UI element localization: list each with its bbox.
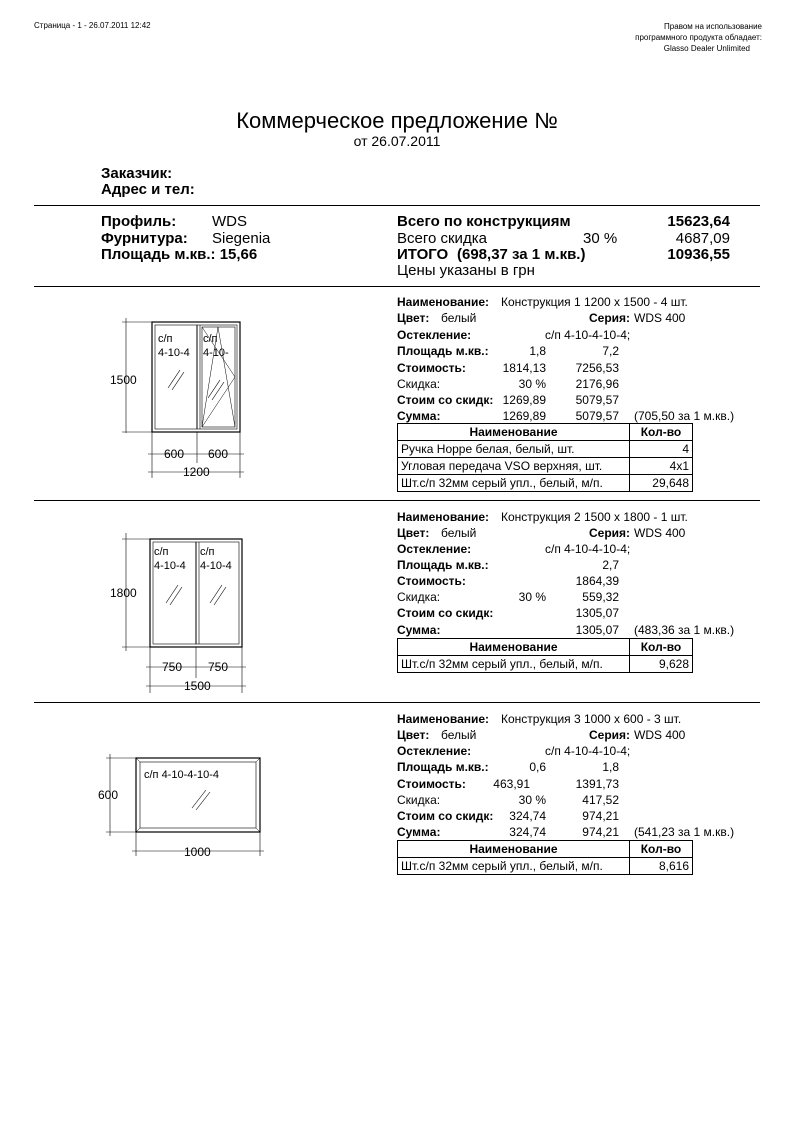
dim-right-width: 750: [208, 660, 229, 674]
cost-disc-label: Стоим со скидк:: [397, 393, 494, 407]
cost-label: Стоимость:: [397, 574, 466, 588]
items-table: [397, 638, 693, 673]
series-label: Серия:: [589, 728, 631, 742]
item-qty: 9,628: [630, 656, 693, 673]
sum-per-m: (705,50 за 1 м.кв.): [634, 409, 735, 423]
rights-line-3: Glasso Dealer Unlimited: [663, 44, 750, 53]
sum-total: 1305,07: [575, 623, 619, 637]
sum-total: 974,21: [582, 825, 619, 839]
cost-disc-total: 5079,57: [575, 393, 619, 407]
discount-label: Скидка:: [397, 793, 441, 807]
item-name: Шт.с/п 32мм серый упл., белый, м/п.: [398, 656, 630, 673]
cost-total: 1864,39: [575, 574, 619, 588]
area-total: 7,2: [602, 344, 619, 358]
discount-percent: 30 %: [518, 590, 546, 604]
item-qty: 8,616: [630, 858, 693, 875]
doc-date: от 26.07.2011: [353, 133, 441, 149]
dim-total-width: 1000: [184, 845, 211, 859]
pane-label: с/п: [203, 333, 218, 345]
sum-label: Сумма:: [397, 409, 441, 423]
table-row: [398, 475, 693, 492]
window-drawing-1: [108, 318, 268, 488]
discount-total: 559,32: [582, 590, 619, 604]
itogo-per-m: (698,37 за 1 м.кв.): [457, 246, 586, 263]
item-qty: 4x1: [630, 458, 693, 475]
pane-label: с/п 4-10-4-10-4: [144, 769, 220, 781]
color-value: белый: [441, 728, 477, 742]
sum-per-m: (541,23 за 1 м.кв.): [634, 825, 735, 839]
color-value: белый: [441, 311, 477, 325]
series-value: WDS 400: [634, 311, 686, 325]
discount-label: Всего скидка: [397, 230, 487, 247]
glazing-label: Остекление:: [397, 328, 472, 342]
col-qty: Кол-во: [630, 841, 693, 858]
rights-line-2: программного продукта обладает:: [635, 33, 762, 42]
series-label: Серия:: [589, 526, 631, 540]
dim-height: 1500: [110, 373, 137, 387]
pane-label: 4-10-4: [200, 560, 232, 572]
pane-label: 4-10-4: [154, 560, 186, 572]
divider: [34, 702, 760, 703]
pane-label: с/п: [200, 546, 215, 558]
address-label: Адрес и тел:: [101, 181, 195, 198]
glazing-label: Остекление:: [397, 542, 472, 556]
currency-note: Цены указаны в грн: [397, 262, 535, 279]
discount-value: 4687,09: [675, 230, 730, 247]
pane-label: с/п: [154, 546, 169, 558]
cost-disc-unit: 324,74: [509, 809, 546, 823]
col-name: Наименование: [398, 424, 630, 441]
area-label: Площадь м.кв.:: [397, 558, 489, 572]
col-name: Наименование: [398, 639, 630, 656]
cost-disc-label: Стоим со скидк:: [397, 606, 494, 620]
name-label: Наименование:: [397, 510, 490, 524]
sum-label: Сумма:: [397, 825, 441, 839]
item-qty: 29,648: [630, 475, 693, 492]
construction-name: Конструкция 2 1500 x 1800 - 1 шт.: [501, 510, 688, 524]
table-row: [398, 458, 693, 475]
col-qty: Кол-во: [630, 639, 693, 656]
discount-total: 417,52: [582, 793, 619, 807]
table-row: [398, 858, 693, 875]
page-info: Страница - 1 - 26.07.2011 12:42: [34, 21, 151, 30]
table-row: [398, 656, 693, 673]
cost-total: 1391,73: [575, 777, 619, 791]
divider: [34, 286, 760, 287]
area-unit: 1,8: [529, 344, 546, 358]
divider: [34, 500, 760, 501]
construction-name: Конструкция 3 1000 x 600 - 3 шт.: [501, 712, 682, 726]
area-total: Площадь м.кв.: 15,66: [101, 246, 258, 263]
name-label: Наименование:: [397, 712, 490, 726]
dim-right-width: 600: [208, 447, 229, 461]
cost-total: 7256,53: [575, 361, 619, 375]
pane-label: 4-10-4: [158, 347, 190, 359]
table-row: [398, 441, 693, 458]
color-value: белый: [441, 526, 477, 540]
cost-unit: 1814,13: [502, 361, 546, 375]
item-name: Угловая передача VSO верхняя, шт.: [398, 458, 630, 475]
divider: [34, 205, 760, 206]
discount-label: Скидка:: [397, 590, 441, 604]
dim-total-width: 1500: [184, 679, 211, 693]
profile-label: Профиль:: [101, 213, 177, 230]
items-table: [397, 840, 693, 875]
cost-unit: 463,91: [493, 777, 530, 791]
series-value: WDS 400: [634, 526, 686, 540]
pane-label: 4-10-: [203, 347, 229, 359]
series-label: Серия:: [589, 311, 631, 325]
color-label: Цвет:: [397, 311, 430, 325]
hardware-label: Фурнитура:: [101, 230, 188, 247]
cost-label: Стоимость:: [397, 777, 466, 791]
itogo-value: 10936,55: [667, 246, 730, 263]
glazing-value: с/п 4-10-4-10-4;: [545, 542, 631, 556]
doc-title: Коммерческое предложение №: [236, 108, 558, 133]
cost-label: Стоимость:: [397, 361, 466, 375]
rights-notice: [635, 21, 762, 54]
color-label: Цвет:: [397, 526, 430, 540]
construction-name: Конструкция 1 1200 x 1500 - 4 шт.: [501, 295, 688, 309]
item-name: Шт.с/п 32мм серый упл., белый, м/п.: [398, 858, 630, 875]
area-label: Площадь м.кв.:: [397, 344, 489, 358]
item-name: Ручка Hoppe белая, белый, шт.: [398, 441, 630, 458]
sum-unit: 324,74: [509, 825, 546, 839]
window-drawing-3: [96, 752, 266, 862]
discount-percent: 30 %: [518, 377, 546, 391]
cost-disc-total: 1305,07: [575, 606, 619, 620]
hardware-value: Siegenia: [212, 230, 271, 247]
discount-label: Скидка:: [397, 377, 441, 391]
glazing-value: с/п 4-10-4-10-4;: [545, 744, 631, 758]
customer-label: Заказчик:: [101, 165, 173, 182]
sum-per-m: (483,36 за 1 м.кв.): [634, 623, 735, 637]
area-total: 1,8: [602, 760, 619, 774]
items-table: [397, 423, 693, 492]
col-qty: Кол-во: [630, 424, 693, 441]
total-value: 15623,64: [667, 213, 730, 230]
discount-percent: 30 %: [583, 230, 618, 247]
sum-unit: 1269,89: [502, 409, 546, 423]
item-name: Шт.с/п 32мм серый упл., белый, м/п.: [398, 475, 630, 492]
dim-height: 1800: [110, 586, 137, 600]
area-total: 2,7: [602, 558, 619, 572]
discount-total: 2176,96: [575, 377, 619, 391]
profile-value: WDS: [212, 213, 247, 230]
itogo-label: ИТОГО: [397, 246, 449, 263]
window-drawing-2: [108, 533, 268, 703]
pane-label: с/п: [158, 333, 173, 345]
series-value: WDS 400: [634, 728, 686, 742]
area-label: Площадь м.кв.:: [397, 760, 489, 774]
sum-total: 5079,57: [575, 409, 619, 423]
total-label: Всего по конструкциям: [397, 213, 571, 230]
color-label: Цвет:: [397, 728, 430, 742]
cost-disc-unit: 1269,89: [502, 393, 546, 407]
dim-height: 600: [98, 788, 119, 802]
col-name: Наименование: [398, 841, 630, 858]
name-label: Наименование:: [397, 295, 490, 309]
area-unit: 0,6: [529, 760, 546, 774]
discount-percent: 30 %: [518, 793, 546, 807]
cost-disc-label: Стоим со скидк:: [397, 809, 494, 823]
glazing-label: Остекление:: [397, 744, 472, 758]
rights-line-1: Правом на использование: [664, 22, 762, 31]
dim-left-width: 750: [162, 660, 183, 674]
cost-disc-total: 974,21: [582, 809, 619, 823]
glazing-value: с/п 4-10-4-10-4;: [545, 328, 631, 342]
item-qty: 4: [630, 441, 693, 458]
sum-label: Сумма:: [397, 623, 441, 637]
dim-total-width: 1200: [183, 465, 210, 479]
dim-left-width: 600: [164, 447, 185, 461]
